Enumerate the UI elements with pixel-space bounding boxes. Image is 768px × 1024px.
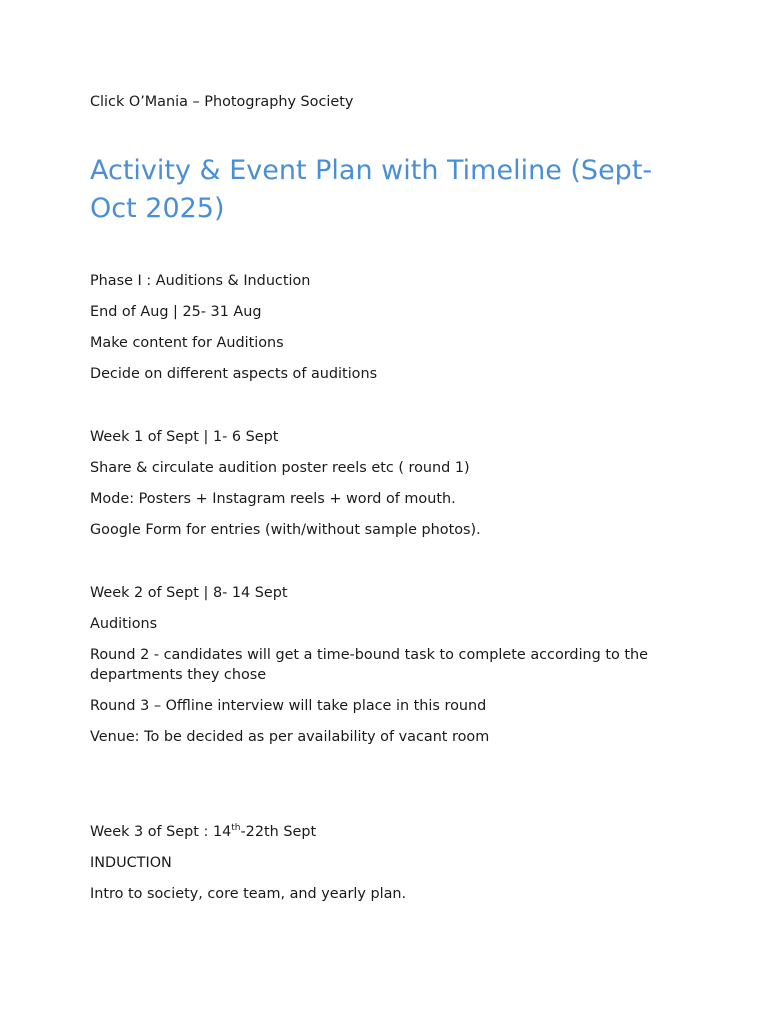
week2-item: Round 3 – Offline interview will take place in this round: [90, 698, 487, 714]
week3-heading-suffix: -22th Sept: [240, 824, 317, 840]
phase1-section: [90, 271, 680, 395]
document-title: Activity & Event Plan with Timeline (Sept-Oct 2025): [90, 155, 653, 224]
phase1-item: Make content for Auditions: [90, 335, 284, 351]
week2-item: Venue: To be decided as per availability of vacant room: [90, 729, 490, 745]
week3-heading-sup: th: [231, 823, 241, 833]
phase1-dates: End of Aug | 25- 31 Aug: [90, 304, 262, 320]
week1-heading: Week 1 of Sept | 1- 6 Sept: [90, 429, 279, 445]
week3-section: [90, 822, 680, 915]
week2-section: [90, 583, 680, 758]
phase1-item: Decide on different aspects of auditions: [90, 366, 378, 382]
week2-item: Auditions: [90, 616, 158, 632]
society-name: Click O’Mania – Photography Society: [90, 94, 354, 110]
week3-item: Intro to society, core team, and yearly plan.: [90, 886, 407, 902]
week1-item: Google Form for entries (with/without sample photos).: [90, 522, 481, 538]
week1-section: [90, 427, 680, 551]
week3-heading: [90, 822, 680, 842]
week1-item: Mode: Posters + Instagram reels + word of mouth.: [90, 491, 456, 507]
week3-item: INDUCTION: [90, 855, 172, 871]
phase1-heading: Phase I : Auditions & Induction: [90, 273, 311, 289]
week2-item: Round 2 - candidates will get a time-bound task to complete according to the departments they chose: [90, 647, 649, 683]
week1-item: Share & circulate audition poster reels etc ( round 1): [90, 460, 470, 476]
week2-heading: Week 2 of Sept | 8- 14 Sept: [90, 585, 288, 601]
week3-heading-prefix: Week 3 of Sept : 14: [90, 824, 232, 840]
